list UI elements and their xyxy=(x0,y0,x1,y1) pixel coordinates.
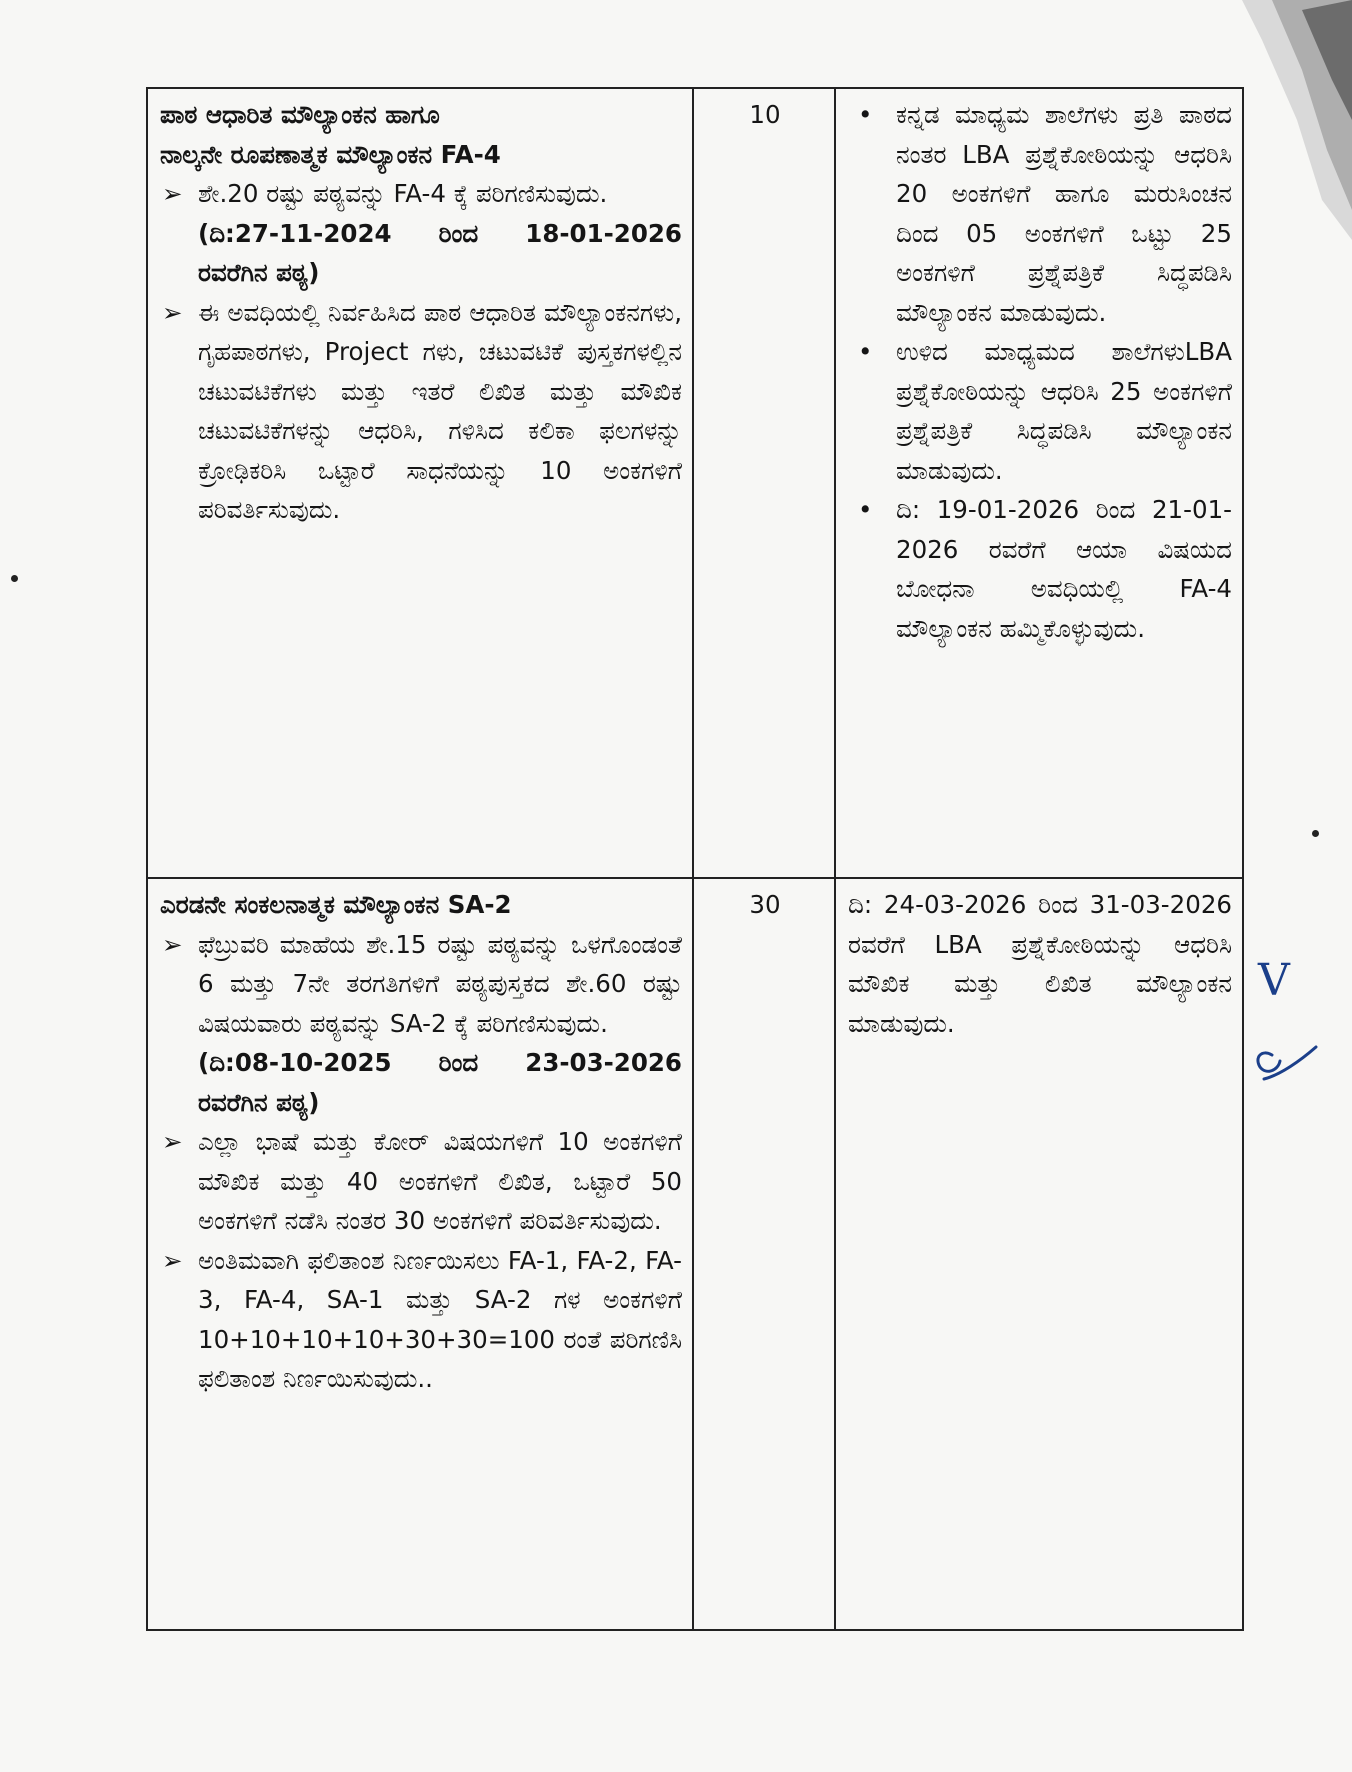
list-item: ➢ ಎಲ್ಲಾ ಭಾಷೆ ಮತ್ತು ಕೋರ್ ವಿಷಯಗಳಿಗೆ 10 ಅಂಕಗಳಿಗೆ ಮೌಖಿಕ ಮತ್ತು 40 ಅಂಕಗಳಿಗೆ ಲಿಖಿತ, ಒಟ್ಟಾರೆ 50 ಅಂಕಗಳಿಗೆ ನಡೆಸಿ ನಂತರ 30 ಅಂಕಗಳಿಗೆ ಪರಿವರ್ತಿಸುವುದು. xyxy=(160,1122,682,1241)
evaluation-table xyxy=(146,87,1244,1631)
list-item: ➢ ಶೇ.20 ರಷ್ಟು ಪಠ್ಯವನ್ನು FA-4 ಕ್ಕೆ ಪರಿಗಣಿಸುವುದು. xyxy=(160,174,682,214)
list-item: ➢ ಅಂತಿಮವಾಗಿ ಫಲಿತಾಂಶ ನಿರ್ಣಯಿಸಲು FA-1, FA-2, FA-3, FA-4, SA-1 ಮತ್ತು SA-2 ಗಳ ಅಂಕಗಳಿಗೆ 10+10+10+10+30+30=100 ರಂತೆ ಪರಿಗಣಿಸಿ ಫಲಿತಾಂಶ ನಿರ್ಣಯಿಸುವುದು.. xyxy=(160,1241,682,1399)
handwritten-initial-mark xyxy=(1250,1035,1320,1085)
arrow-bullet-icon: ➢ xyxy=(162,929,183,959)
evaluation-description-cell xyxy=(147,88,693,878)
arrow-bullet-icon: ➢ xyxy=(162,297,183,327)
instructions-cell xyxy=(835,878,1243,1630)
instruction-text: ದಿ: 24-03-2026 ರಿಂದ 31-03-2026 ರವರೆಗೆ LBA ಪ್ರಶ್ನೆಕೋಠಿಯನ್ನು ಆಧರಿಸಿ ಮೌಖಿಕ ಮತ್ತು ಲಿಖಿತ ಮೌಲ್ಯಾಂಕನ ಮಾಡುವುದು. xyxy=(848,890,1232,1038)
row-heading: ಪಾಠ ಆಧಾರಿತ ಮೌಲ್ಯಾಂಕನ ಹಾಗೂ xyxy=(160,100,440,129)
arrow-bullet-icon: ➢ xyxy=(162,1245,183,1275)
list-item: • ಕನ್ನಡ ಮಾಧ್ಯಮ ಶಾಲೆಗಳು ಪ್ರತಿ ಪಾಠದ ನಂತರ LBA ಪ್ರಶ್ನೆಕೋಠಿಯನ್ನು ಆಧರಿಸಿ 20 ಅಂಕಗಳಿಗೆ ಹಾಗೂ ಮರುಸಿಂಚನ ದಿಂದ 05 ಅಂಕಗಳಿಗೆ ಒಟ್ಟು 25 ಅಂಕಗಳಿಗೆ ಪ್ರಶ್ನೆಪತ್ರಿಕೆ ಸಿದ್ಧಪಡಿಸಿ ಮೌಲ್ಯಾಂಕನ ಮಾಡುವುದು. xyxy=(848,95,1232,332)
scan-speck xyxy=(11,575,18,582)
list-item: • ಉಳಿದ ಮಾಧ್ಯಮದ ಶಾಲೆಗಳುLBA ಪ್ರಶ್ನೆಕೋಠಿಯನ್ನು ಆಧರಿಸಿ 25 ಅಂಕಗಳಿಗೆ ಪ್ರಶ್ನೆಪತ್ರಿಕೆ ಸಿದ್ಧಪಡಿಸಿ ಮೌಲ್ಯಾಂಕನ ಮಾಡುವುದು. xyxy=(848,332,1232,490)
syllabus-period: (ದಿ:27-11-2024 ರಿಂದ 18-01-2026 ರವರೆಗಿನ ಪಠ್ಯ) xyxy=(198,218,682,287)
marks-cell: 10 xyxy=(693,88,835,878)
arrow-bullet-icon: ➢ xyxy=(162,179,183,208)
row-heading: ಎರಡನೇ ಸಂಕಲನಾತ್ಮಕ ಮೌಲ್ಯಾಂಕನ SA-2 xyxy=(160,890,512,919)
table-row xyxy=(147,878,1243,1630)
marks-cell: 30 xyxy=(693,878,835,1630)
bullet-icon: • xyxy=(858,495,873,524)
instructions-cell xyxy=(835,88,1243,878)
handwritten-tick-mark: V xyxy=(1258,955,1290,1006)
list-item: ➢ ಈ ಅವಧಿಯಲ್ಲಿ ನಿರ್ವಹಿಸಿದ ಪಾಠ ಆಧಾರಿತ ಮೌಲ್ಯಾಂಕನಗಳು, ಗೃಹಪಾಠಗಳು, Project ಗಳು, ಚಟುವಟಿಕೆ ಪುಸ್ತಕಗಳಲ್ಲಿನ ಚಟುವಟಿಕೆಗಳು ಮತ್ತು ಇತರೆ ಲಿಖಿತ ಮತ್ತು ಮೌಖಿಕ ಚಟುವಟಿಕೆಗಳನ್ನು ಆಧರಿಸಿ, ಗಳಿಸಿದ ಕಲಿಕಾ ಫಲಗಳನ್ನು ಕ್ರೋಢಿಕರಿಸಿ ಒಟ್ಟಾರೆ ಸಾಧನೆಯನ್ನು 10 ಅಂಕಗಳಿಗೆ ಪರಿವರ್ತಿಸುವುದು. xyxy=(160,293,682,530)
bullet-icon: • xyxy=(858,100,873,129)
bullet-icon: • xyxy=(858,337,873,366)
evaluation-description-cell xyxy=(147,878,693,1630)
row-heading: ನಾಲ್ಕನೇ ರೂಪಣಾತ್ಮಕ ಮೌಲ್ಯಾಂಕನ FA-4 xyxy=(160,139,501,169)
table-row xyxy=(147,88,1243,878)
list-item: ➢ ಫೆಬ್ರುವರಿ ಮಾಹೆಯ ಶೇ.15 ರಷ್ಟು ಪಠ್ಯವನ್ನು ಒಳಗೊಂಡಂತೆ 6 ಮತ್ತು 7ನೇ ತರಗತಿಗಳಿಗೆ ಪಠ್ಯಪುಸ್ತಕದ ಶೇ.60 ರಷ್ಟು ವಿಷಯವಾರು ಪಠ್ಯವನ್ನು SA-2 ಕ್ಕೆ ಪರಿಗಣಿಸುವುದು. xyxy=(160,925,682,1044)
list-item: • ದಿ: 19-01-2026 ರಿಂದ 21-01-2026 ರವರೆಗೆ ಆಯಾ ವಿಷಯದ ಬೋಧನಾ ಅವಧಿಯಲ್ಲಿ FA-4 ಮೌಲ್ಯಾಂಕನ ಹಮ್ಮಿಕೊಳ್ಳುವುದು. xyxy=(848,490,1232,648)
syllabus-period: (ದಿ:08-10-2025 ರಿಂದ 23-03-2026 ರವರೆಗಿನ ಪಠ್ಯ) xyxy=(198,1048,682,1117)
arrow-bullet-icon: ➢ xyxy=(162,1127,183,1156)
scan-speck xyxy=(1312,830,1319,837)
